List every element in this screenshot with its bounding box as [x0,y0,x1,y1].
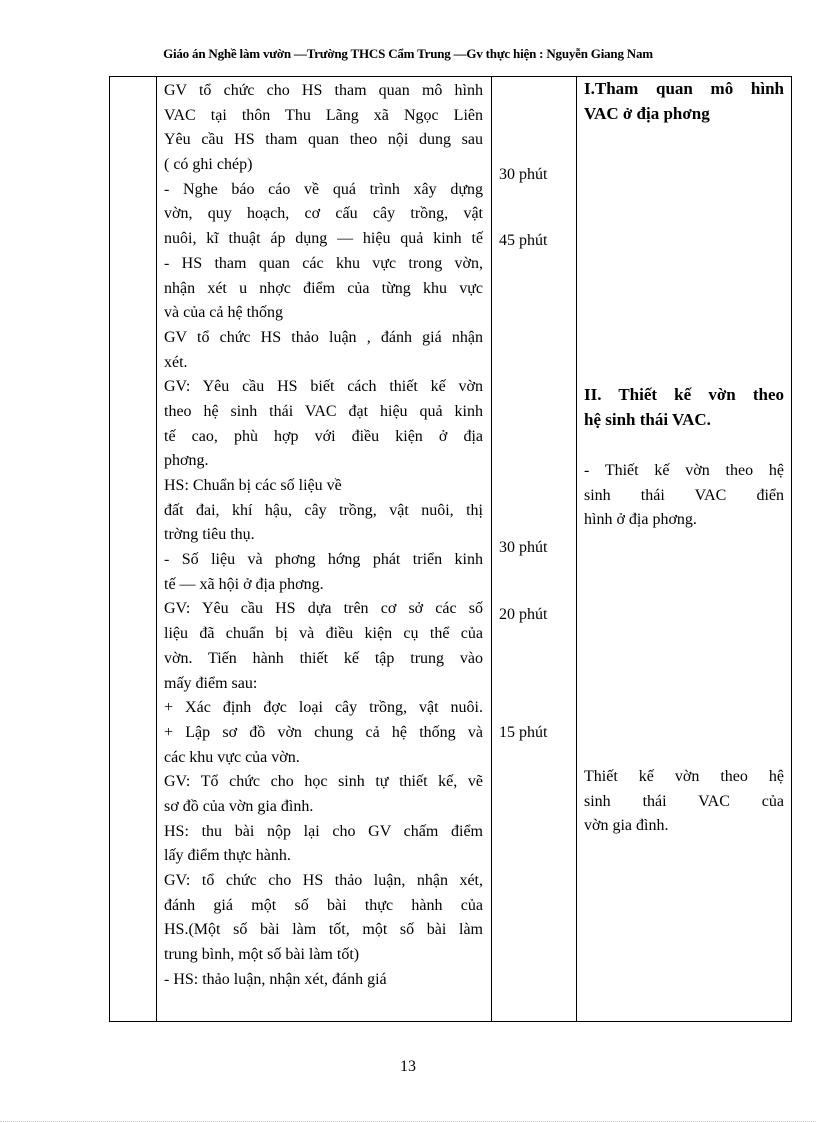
notes-column [576,77,792,1021]
activity-line: HS: thu bài nộp lại cho GV chấm điểm [164,822,483,840]
activity-line: GV: Tổ chức cho học sinh tự thiết kế, vẽ [164,773,483,791]
time-column [491,77,576,1021]
section-heading-line: I.Tham quan mô hình [584,79,784,98]
activity-line: HS: Chuẩn bị các số liệu về [164,477,342,494]
note-line: sinh thái VAC điển [584,486,784,504]
note-line: vờn gia đình. [584,817,669,835]
activity-line: - Nghe báo cáo về quá trình xây dựng [164,180,483,198]
activity-line: đất đai, khí hậu, cây trồng, vật nuôi, thị [164,501,483,519]
activity-line: liệu đã chuẩn bị và điều kiện cụ thể của [164,625,483,643]
activity-line: - Số liệu và phơng hớng phát triển kinh [164,551,483,569]
activity-line: GV: tổ chức cho HS thảo luận, nhận xét, [164,872,483,889]
activity-line: phơng. [164,452,209,470]
section-heading-1 [584,77,784,126]
activity-line: GV tổ chức cho HS tham quan mô hình [164,82,483,99]
activity-line: tế cao, phù hợp với điều kiện ở địa [164,427,483,445]
section-heading-line: hệ sinh thái VAC. [584,409,711,429]
activity-column [156,77,491,1021]
activity-line: lấy điểm thực hành. [164,847,291,865]
note-line: hình ở địa phơng. [584,511,697,529]
duration-label: 20 phút [499,606,548,623]
section-note-3 [584,765,784,839]
note-line: sinh thái VAC của [584,792,784,810]
activity-line: mấy điểm sau: [164,674,258,692]
activity-line: theo hệ sinh thái VAC đạt hiệu quả kinh [164,402,483,420]
activity-line: đánh giá một số bài thực hành của [164,896,483,914]
activity-line: ( có ghi chép) [164,156,253,174]
lesson-table [109,76,792,1022]
activity-line: HS.(Một số bài làm tốt, một số bài làm [164,921,483,939]
note-line: - Thiết kế vờn theo hệ [584,462,784,479]
section-heading-2 [584,383,784,432]
duration-label: 30 phút [499,166,548,183]
activity-line: tế — xã hội ở địa phơng. [164,575,324,593]
activity-line: vờn. Tiến hành thiết kế tập trung vào [164,649,483,667]
activity-line: - HS tham quan các khu vực trong vờn, [164,254,483,272]
activity-line: xét. [164,353,188,371]
activity-line: + Xác định đợc loại cây trồng, vật nuôi. [164,699,483,717]
activity-line: nhận xét u nhợc điểm của từng khu vực [164,279,483,297]
activity-line: trờng tiêu thụ. [164,526,255,544]
activity-line: GV: Yêu cầu HS dựa trên cơ sở các số [164,600,483,618]
note-line: Thiết kế vờn theo hệ [584,768,784,785]
duration-label: 30 phút [499,539,548,556]
page-header: Giáo án Nghề làm vườn —Trường THCS Cẩm Trung —Gv thực hiện : Nguyễn Giang Nam [163,46,653,61]
empty-column [110,77,156,1021]
activity-line: sơ đồ của vờn gia đình. [164,797,314,815]
page-bottom-rule [0,1121,816,1122]
section-note-2 [584,459,784,533]
activity-line: các khu vực của vờn. [164,748,300,766]
activity-line: + Lập sơ đồ vờn chung cả hệ thống và [164,723,483,741]
page-number: 13 [400,1058,416,1075]
activity-line: và của cả hệ thống [164,304,284,322]
activity-line: VAC tại thôn Thu Lãng xã Ngọc Liên [164,106,483,124]
activity-line: nuôi, kĩ thuật áp dụng — hiệu quả kinh tế [164,230,483,248]
section-heading-line: VAC ở địa phơng [584,103,710,123]
activity-line: trung bình, một số bài làm tốt) [164,946,360,964]
activity-line: Yêu cầu HS tham quan theo nội dung sau [164,131,483,149]
activity-line: GV tổ chức HS thảo luận , đánh giá nhận [164,328,483,346]
duration-label: 45 phút [499,232,548,249]
activity-line: GV: Yêu cầu HS biết cách thiết kế vờn [164,378,483,396]
duration-label: 15 phút [499,724,548,741]
activity-line: vờn, quy hoạch, cơ cấu cây trồng, vật [164,205,483,223]
activity-line: - HS: thảo luận, nhận xét, đánh giá [164,970,387,988]
section-heading-line: II. Thiết kế vờn theo [584,385,784,404]
